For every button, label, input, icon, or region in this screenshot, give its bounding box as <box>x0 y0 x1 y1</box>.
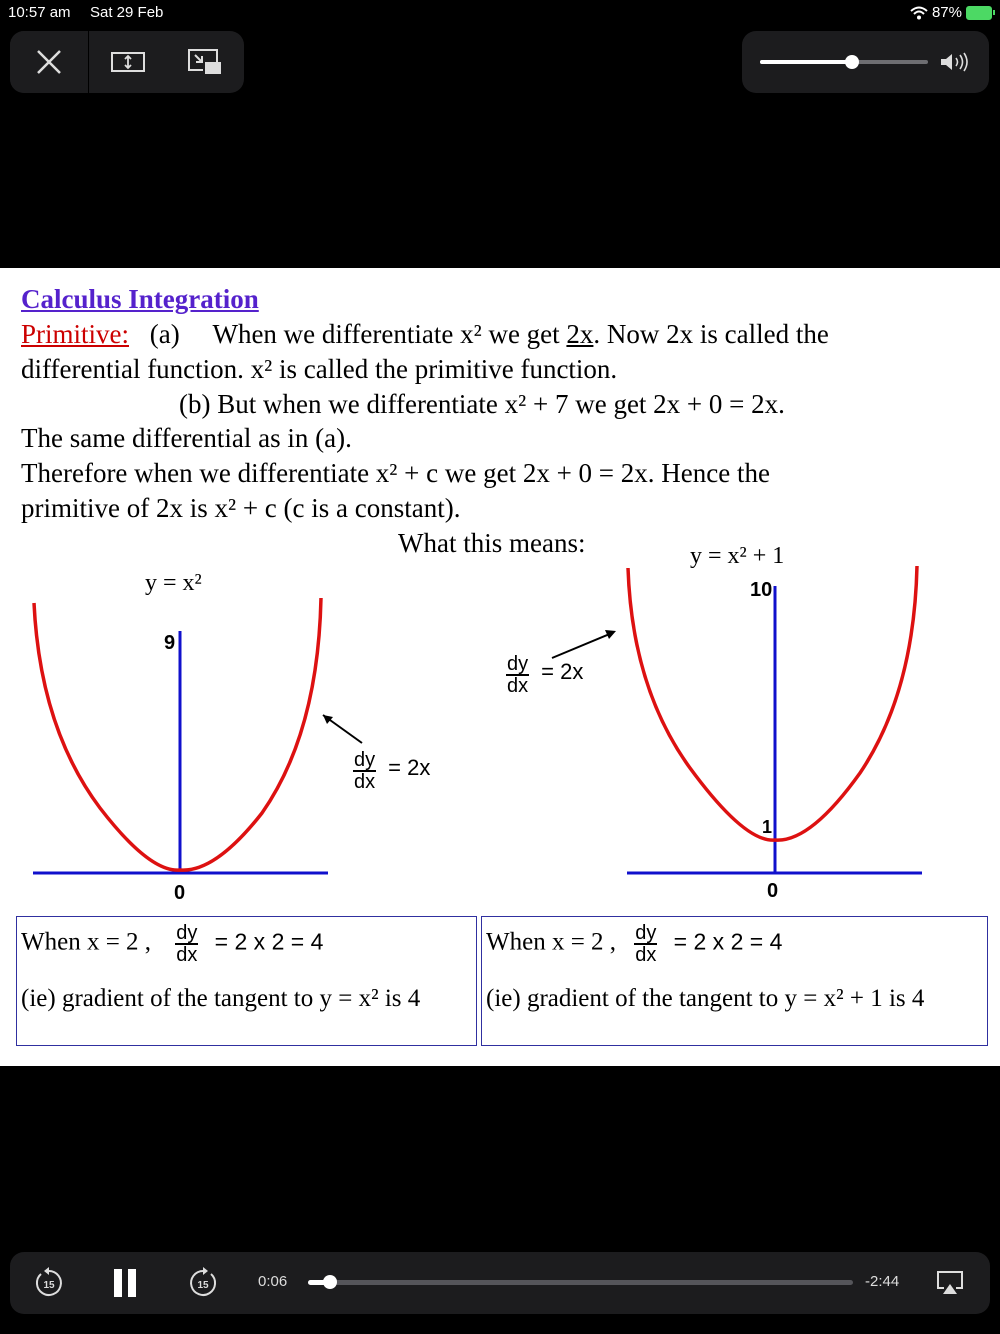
left-box-prefix: When x = 2 , <box>21 928 152 956</box>
left-deriv-rhs: = 2x <box>388 754 431 780</box>
battery-percentage: 87% <box>931 4 962 21</box>
left-graph-label: y = x² <box>145 570 202 596</box>
right-box-num: dy <box>635 922 657 944</box>
slide-line-5: Therefore when we differentiate x² + c we get 2x + 0 = 2x. Hence the <box>21 458 770 488</box>
right-deriv-num: dy <box>507 653 529 675</box>
right-box-gradient: (ie) gradient of the tangent to y = x² + 1 is 4 <box>486 985 925 1012</box>
right-box-den: dx <box>635 944 657 966</box>
right-origin: 0 <box>767 880 779 902</box>
slide-line-7: What this means: <box>398 528 586 558</box>
progress-scrubber[interactable] <box>308 1280 853 1285</box>
status-indicators <box>910 4 992 21</box>
slide-title: Calculus Integration <box>21 284 259 314</box>
slide-line-3: (b) But when we differentiate x² + 7 we get 2x + 0 = 2x. <box>179 389 785 419</box>
right-parabola <box>628 566 917 840</box>
airplay-icon <box>936 1270 964 1296</box>
skip-back-icon <box>33 1267 65 1299</box>
remaining-time: -2:44 <box>865 1273 900 1290</box>
right-box-result: = 2 x 2 = 4 <box>673 928 783 955</box>
left-parabola <box>34 598 321 870</box>
volume-knob[interactable] <box>845 55 859 69</box>
lecture-slide <box>0 268 1000 1066</box>
pause-button[interactable] <box>108 1266 142 1300</box>
right-explanation-box <box>481 916 988 1046</box>
battery-icon <box>966 6 992 20</box>
skip-forward-button[interactable] <box>186 1266 220 1300</box>
top-left-controls <box>10 31 244 93</box>
part-a-label: (a) <box>149 319 180 349</box>
left-deriv-num: dy <box>354 749 376 771</box>
status-date: Sat 29 Feb <box>90 4 164 21</box>
right-deriv-den: dx <box>507 675 529 697</box>
right-box-line-1 <box>486 923 782 965</box>
aspect-ratio-icon <box>111 51 145 73</box>
volume-control <box>742 31 989 93</box>
left-origin: 0 <box>174 882 186 904</box>
left-y-tick: 9 <box>164 632 176 654</box>
pause-icon <box>110 1267 140 1299</box>
status-time: 10:57 am <box>8 4 71 21</box>
picture-in-picture-button[interactable] <box>166 31 244 93</box>
slide-line-6: primitive of 2x is x² + c (c is a constant). <box>21 493 461 523</box>
elapsed-time: 0:06 <box>258 1273 288 1290</box>
left-derivative <box>353 750 430 792</box>
left-arrow-head <box>323 715 333 724</box>
volume-slider[interactable] <box>760 60 928 64</box>
slide-line-4: The same differential as in (a). <box>21 423 352 453</box>
left-deriv-den: dx <box>354 771 376 793</box>
right-derivative <box>506 654 583 696</box>
aspect-ratio-button[interactable] <box>89 31 167 93</box>
line1-2x: 2x <box>566 319 594 349</box>
close-button[interactable] <box>10 31 89 93</box>
right-graph-label: y = x² + 1 <box>690 543 785 569</box>
skip-back-button[interactable] <box>32 1266 66 1300</box>
right-y-tick-top: 10 <box>750 579 773 601</box>
left-box-line-1 <box>21 923 323 965</box>
right-box-prefix: When x = 2 , <box>486 928 617 956</box>
primitive-label: Primitive: <box>21 319 129 349</box>
playback-controls <box>10 1252 990 1314</box>
left-box-num: dy <box>176 922 198 944</box>
skip-back-label: 15 <box>43 1280 55 1291</box>
skip-forward-icon <box>187 1267 219 1299</box>
picture-in-picture-icon <box>187 48 223 76</box>
line1-end: . Now 2x is called the <box>593 319 829 349</box>
left-box-gradient: (ie) gradient of the tangent to y = x² is 4 <box>21 985 421 1012</box>
skip-forward-label: 15 <box>197 1280 209 1291</box>
left-box-result: = 2 x 2 = 4 <box>214 928 324 955</box>
right-y-tick-low: 1 <box>762 817 773 837</box>
airplay-button[interactable] <box>934 1268 966 1298</box>
left-explanation-box <box>16 916 477 1046</box>
close-icon <box>35 48 63 76</box>
left-box-den: dx <box>176 944 198 966</box>
wifi-icon <box>910 6 928 20</box>
speaker-icon[interactable] <box>940 52 972 72</box>
right-deriv-rhs: = 2x <box>541 658 584 684</box>
progress-knob[interactable] <box>323 1275 337 1289</box>
volume-fill <box>760 60 852 64</box>
slide-line-2: differential function. x² is called the primitive function. <box>21 354 618 384</box>
line1-text: When we differentiate x² we get <box>212 319 560 349</box>
